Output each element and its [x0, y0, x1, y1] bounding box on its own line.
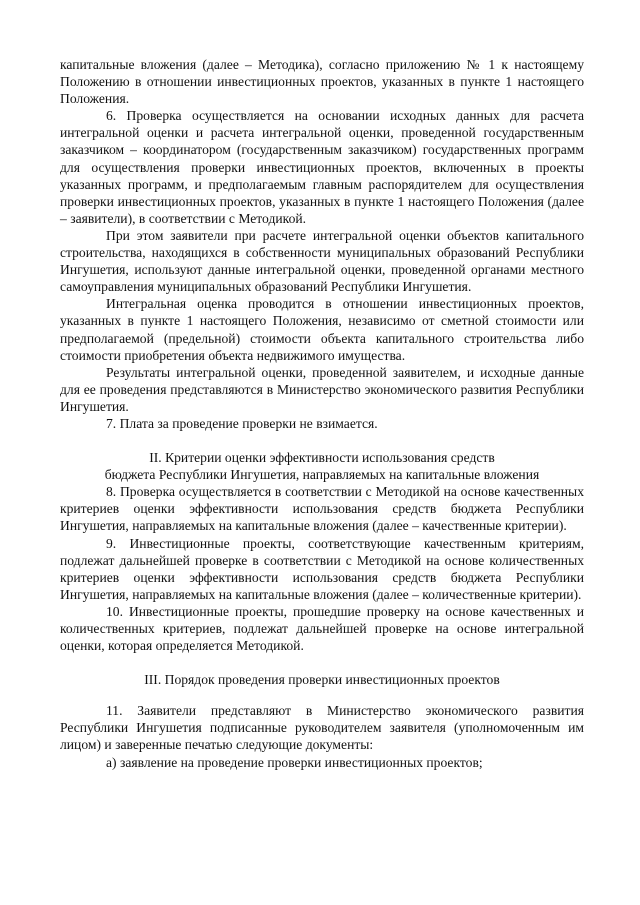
paragraph-item-8: 8. Проверка осуществляется в соответствии с Методикой на основе качественных критериев оценки эффективности использования средств бюджета Республики Ингушетия, направляемых на капитальные вложения (далее – качественные критерии). [60, 484, 584, 534]
section-3-heading: III. Порядок проведения проверки инвестиционных проектов [144, 672, 500, 688]
paragraph-item-6: 6. Проверка осуществляется на основании исходных данных для расчета интегральной оценки и расчета интегральной оценки, проведенной государственным заказчиком – координатором (государственным заказчиком) государственных программ для осуществления проверки инвестиционных проектов, включенных в проекты указанных программ, и предполагаемым главным распорядителем для осуществления проверки инвестиционных проектов, указанных в пункте 1 настоящего Положения (далее – заявители), в соответствии с Методикой. [60, 108, 584, 226]
paragraph-applicants-municipal: При этом заявители при расчете интегральной оценки объектов капитального строительства, находящихся в собственности муниципальных образований Республики Ингушетия, используют данные интегральной оценки, проведенной органами местного самоуправления муниципальных образований Республики Ингушетия. [60, 227, 584, 295]
paragraph-item-9: 9. Инвестиционные проекты, соответствующие качественным критериям, подлежат дальнейшей проверке в соответствии с Методикой на основе количественных критериев оценки эффективности использования средств бюджета Республики Ингушетия, направляемых на капитальные вложения (далее – количественные критерии). [60, 535, 584, 602]
paragraph-assessment-results: Результаты интегральной оценки, проведенной заявителем, и исходные данные для ее проведения представляются в Министерство экономического развития Республики Ингушетия. [60, 364, 584, 414]
section-2-heading-line-2: бюджета Республики Ингушетия, направляемых на капитальные вложения [104, 467, 540, 483]
document-page [60, 56, 584, 771]
paragraph-methodology-continuation: капитальные вложения (далее – Методика), согласно приложению № 1 к настоящему Положению в отношении инвестиционных проектов, указанных в пункте 1 настоящего Положения. [60, 57, 584, 107]
paragraph-item-11-a: а) заявление на проведение проверки инвестиционных проектов; [106, 754, 483, 770]
section-2-heading-line-1: II. Критерии оценки эффективности использования средств [149, 450, 495, 466]
paragraph-item-11: 11. Заявители представляют в Министерство экономического развития Республики Ингушетия подписанные руководителем заявителя (уполномоченным им лицом) и заверенные печатью следующие документы: [60, 703, 584, 753]
paragraph-integral-assessment: Интегральная оценка проводится в отношении инвестиционных проектов, указанных в пункте 1 настоящего Положения, независимо от сметной стоимости или предполагаемой (предельной) стоимости объекта капитального строительства либо стоимости приобретения объекта недвижимого имущества. [60, 296, 584, 363]
paragraph-item-7: 7. Плата за проведение проверки не взимается. [106, 415, 378, 431]
section-spacer [60, 432, 584, 449]
section-spacer [60, 654, 584, 671]
section-spacer [60, 688, 584, 702]
paragraph-item-10: 10. Инвестиционные проекты, прошедшие проверку на основе качественных и количественных критериев, подлежат дальнейшей проверке на основе интегральной оценки, которая определяется Методикой. [60, 603, 584, 654]
